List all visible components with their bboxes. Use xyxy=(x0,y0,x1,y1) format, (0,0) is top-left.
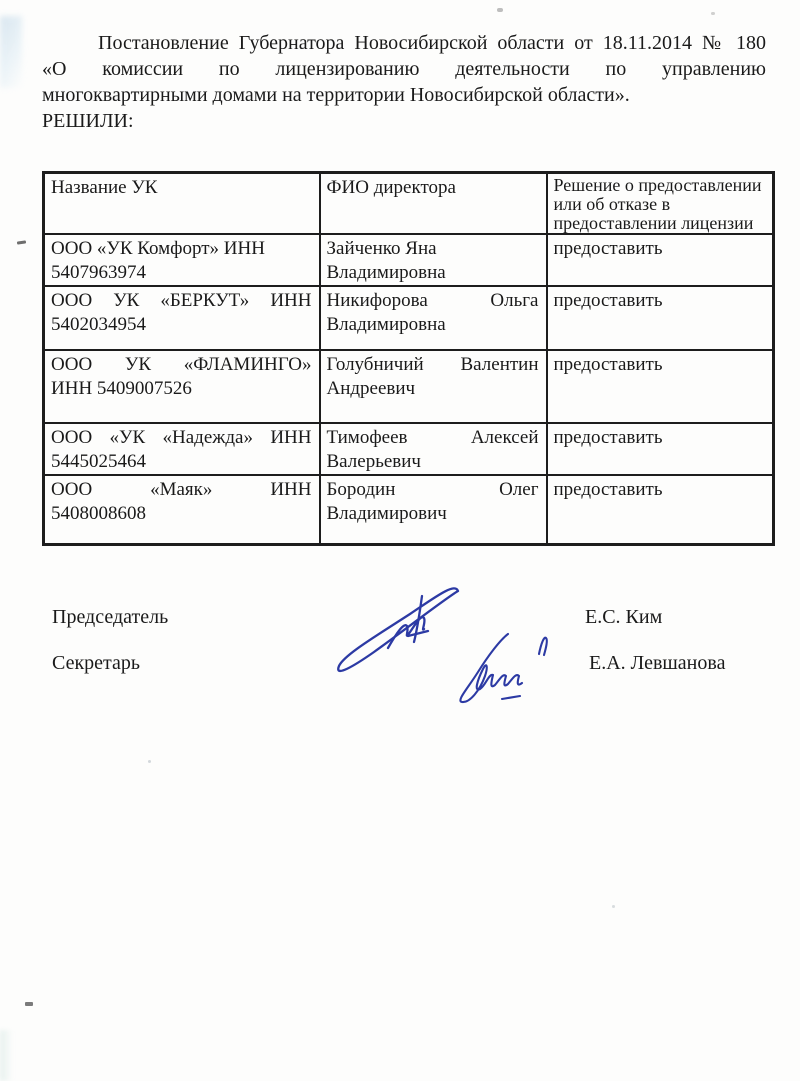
company-name: ООО «УК «Надежда» ИНН xyxy=(51,427,312,448)
scan-mark xyxy=(25,1002,33,1006)
header-cell-director: ФИО директора xyxy=(320,173,547,235)
company-inn: ИНН 5409007526 xyxy=(51,378,192,399)
director-patronymic: Владимировна xyxy=(326,314,446,335)
director-cell xyxy=(320,286,547,350)
company-cell xyxy=(44,423,320,475)
scan-mark xyxy=(17,240,26,244)
company-inn: 5407963974 xyxy=(51,262,146,283)
decision-cell: предоставить xyxy=(547,423,774,475)
scan-tint xyxy=(0,1030,13,1081)
company-name: ООО УК «БЕРКУТ» ИНН xyxy=(51,290,312,311)
company-inn: 5445025464 xyxy=(51,451,146,472)
decision-cell: предоставить xyxy=(547,350,774,423)
director-patronymic: Андреевич xyxy=(326,378,416,399)
company-inn: 5402034954 xyxy=(51,314,146,335)
secretary-signature-ink xyxy=(460,634,546,702)
company-name: ООО УК «ФЛАМИНГО» xyxy=(51,354,312,375)
secretary-name: Е.А. Левшанова xyxy=(589,652,726,674)
company-cell xyxy=(44,286,320,350)
company-cell xyxy=(44,350,320,423)
director-patronymic: Владимирович xyxy=(326,503,447,524)
scan-speck xyxy=(711,12,715,15)
table-row xyxy=(44,350,774,423)
company-name: ООО «Маяк» ИНН xyxy=(51,479,312,500)
intro-paragraph xyxy=(42,30,766,134)
director-patronymic: Владимировна xyxy=(326,262,446,283)
signatures-ink xyxy=(318,568,573,713)
header-cell-decision xyxy=(547,173,774,235)
intro-line-2: «О комиссии по лицензированию деятельности по управлению xyxy=(42,58,766,80)
company-name: ООО «УК Комфорт» ИНН xyxy=(51,238,265,259)
director-name: Голубничий Валентин xyxy=(326,354,539,375)
secretary-title: Секретарь xyxy=(52,652,141,674)
director-cell xyxy=(320,350,547,423)
decision-cell: предоставить xyxy=(547,286,774,350)
intro-line-resolved: РЕШИЛИ: xyxy=(42,110,134,132)
chairman-signature-ink xyxy=(338,588,458,671)
scan-speck xyxy=(497,8,503,12)
intro-line-1: Постановление Губернатора Новосибирской области от 18.11.2014 № 180 xyxy=(98,32,766,54)
table-row xyxy=(44,423,774,475)
decision-cell: предоставить xyxy=(547,475,774,544)
company-inn: 5408008608 xyxy=(51,503,146,524)
company-cell xyxy=(44,234,320,286)
table-row xyxy=(44,234,774,286)
director-name: Зайченко Яна xyxy=(326,238,437,259)
director-cell xyxy=(320,423,547,475)
license-table xyxy=(42,171,775,546)
chairman-name: Е.С. Ким xyxy=(585,606,663,628)
intro-line-3: многоквартирными домами на территории Новосибирской области». xyxy=(42,84,630,106)
director-name: Бородин Олег xyxy=(326,479,539,500)
header-cell-company: Название УК xyxy=(44,173,320,235)
header-decision-line: предоставлении лицензии xyxy=(553,213,754,233)
chairman-title: Председатель xyxy=(52,606,169,628)
scan-speck xyxy=(148,760,151,763)
table-row xyxy=(44,475,774,544)
director-cell xyxy=(320,234,547,286)
header-decision-line: или об отказе в xyxy=(553,194,671,214)
company-cell xyxy=(44,475,320,544)
scan-smudge xyxy=(0,16,22,88)
header-decision-line: Решение о предоставлении xyxy=(553,175,762,195)
director-name: Тимофеев Алексей xyxy=(326,427,539,448)
director-patronymic: Валерьевич xyxy=(326,451,421,472)
director-name: Никифорова Ольга xyxy=(326,290,539,311)
table-header-row xyxy=(44,173,774,235)
director-cell xyxy=(320,475,547,544)
table-row xyxy=(44,286,774,350)
decision-cell: предоставить xyxy=(547,234,774,286)
scan-speck xyxy=(612,905,615,908)
